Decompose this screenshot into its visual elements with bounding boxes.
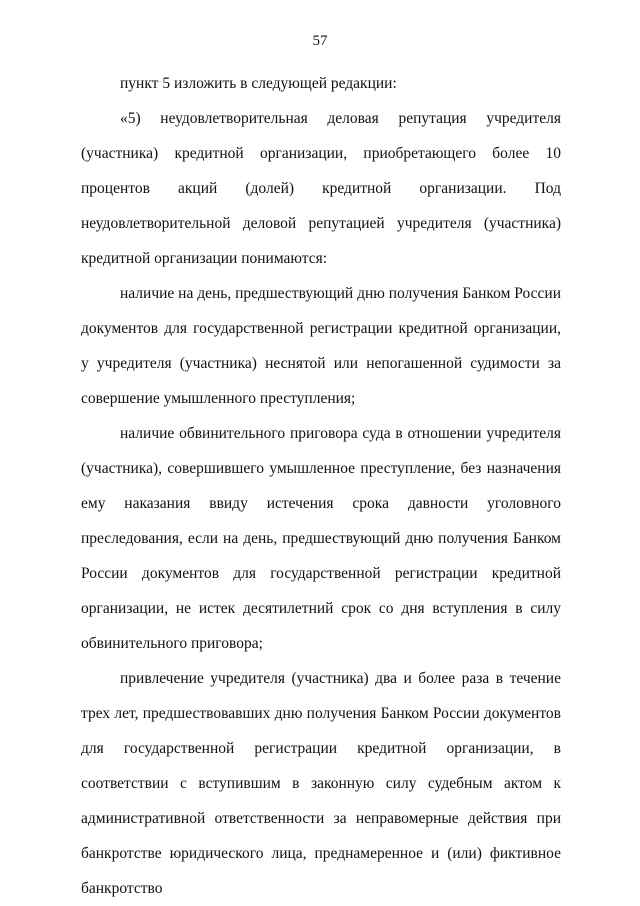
paragraph-administrative-liability: привлечение учредителя (участника) два и более раза в течение трех лет, предшествовавших дню получения Банком России документов для государственной регистрации кредитной организации, в соответствии с вступившим в законную силу судебным актом к административной ответственности за неправомерные действия при банкротстве юридического лица, преднамеренное и (или) фиктивное банкротство bbox=[81, 670, 561, 897]
paragraph-item-5: «5) неудовлетворительная деловая репутация учредителя (участника) кредитной организации, приобретающего более 10 процентов акций (долей) кредитной организации. Под неудовлетворительной деловой репутацией учредителя (участника) кредитной организации понимаются: bbox=[81, 110, 561, 267]
paragraph-intro: пункт 5 изложить в следующей редакции: bbox=[120, 75, 397, 92]
page-number: 57 bbox=[312, 33, 328, 49]
document-body bbox=[81, 66, 561, 906]
paragraph-criminal-record: наличие на день, предшествующий дню получения Банком России документов для государственной регистрации кредитной организации, у учредителя (участника) неснятой или непогашенной судимости за совершение умышленного преступления; bbox=[81, 285, 562, 407]
paragraph-conviction: наличие обвинительного приговора суда в отношении учредителя (участника), совершившего умышленное преступление, без назначения ему наказания ввиду истечения срока давности уголовного преследования, если на день, предшествующий дню получения Банком России документов для государственной регистрации кредитной организации, не истек десятилетний срок со дня вступления в силу обвинительного приговора; bbox=[81, 425, 561, 652]
